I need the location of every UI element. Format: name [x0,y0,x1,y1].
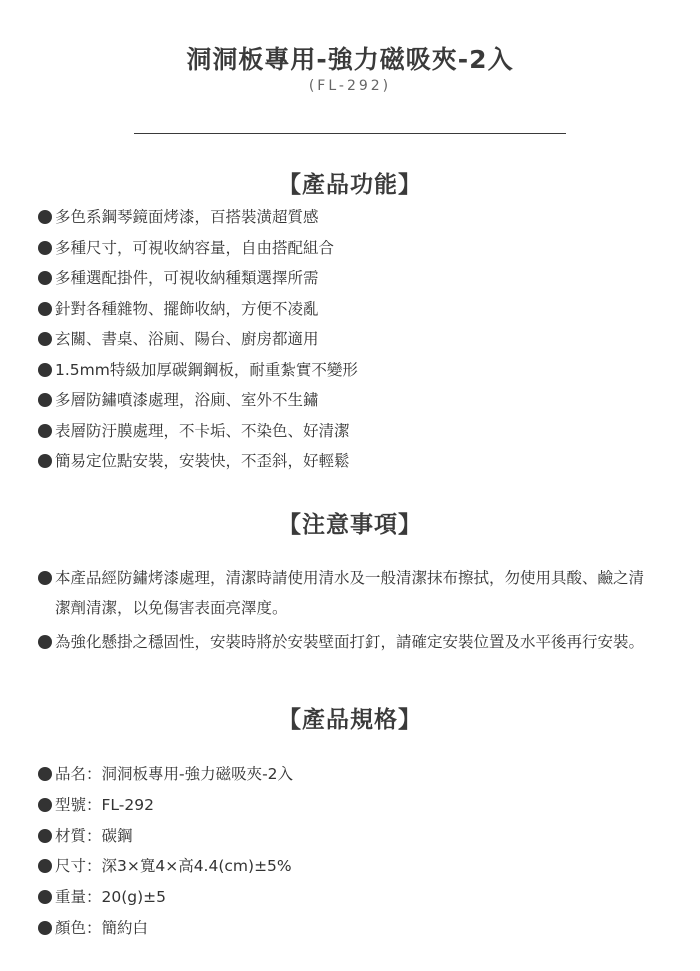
bullet-icon [38,393,52,407]
list-item [38,627,658,657]
bullet-icon [38,635,52,649]
notes-list [38,563,658,661]
note-text: 本產品經防鏽烤漆處理，清潔時請使用清水及一般清潔抹布擦拭，勿使用具酸、鹼之清潔劑清潔，以免傷害表面亮澤度。 [55,569,645,617]
bullet-icon [38,241,52,255]
feature-text: 多種選配掛件，可視收納種類選擇所需 [55,269,319,287]
list-item [38,855,658,886]
bullet-icon [38,798,52,812]
features-list [38,206,658,481]
list-item [38,450,658,481]
list-item [38,206,658,237]
spec-text: 顏色：簡約白 [55,918,149,937]
bullet-icon [38,829,52,843]
product-title: 洞洞板專用-強力磁吸夾-2入 [186,45,514,74]
bullet-icon [38,921,52,935]
spec-text: 品名：洞洞板專用-強力磁吸夾-2入 [55,765,294,783]
specs-list [38,763,658,948]
feature-text: 針對各種雜物、擺飾收納，方便不凌亂 [55,299,319,318]
list-item [38,763,658,794]
feature-text: 1.5mm特級加厚碳鋼鋼板，耐重紮實不變形 [55,360,358,379]
bullet-icon [38,424,52,438]
bullet-icon [38,210,52,224]
bullet-icon [38,271,52,285]
note-text: 為強化懸掛之穩固性，安裝時將於安裝壁面打釘，請確定安裝位置及水平後再行安裝。 [55,633,645,651]
list-item [38,267,658,298]
specs-heading: 【產品規格】 [278,707,422,733]
bullet-icon [38,454,52,468]
list-item [38,389,658,420]
notes-heading: 【注意事項】 [278,512,422,538]
feature-text: 玄關、書桌、浴廁、陽台、廚房都適用 [55,330,319,348]
spec-text: 重量：20(g)±5 [55,888,167,907]
title-divider [134,133,566,134]
spec-text: 型號：FL-292 [55,795,154,814]
bullet-icon [38,571,52,585]
bullet-icon [38,363,52,377]
bullet-icon [38,332,52,346]
feature-text: 多種尺寸，可視收納容量，自由搭配組合 [55,238,335,257]
bullet-icon [38,302,52,316]
bullet-icon [38,890,52,904]
list-item [38,825,658,856]
list-item [38,917,658,948]
list-item [38,237,658,268]
feature-text: 多色系鋼琴鏡面烤漆，百搭裝潢超質感 [55,208,319,226]
spec-text: 尺寸：深3×寬4×高4.4(cm)±5% [55,857,292,876]
list-item [38,328,658,359]
feature-text: 表層防汙膜處理，不卡垢、不染色、好清潔 [55,421,350,440]
bullet-icon [38,767,52,781]
feature-text: 簡易定位點安裝，安裝快，不歪斜，好輕鬆 [55,452,350,470]
feature-text: 多層防鏽噴漆處理，浴廁、室外不生鏽 [55,391,319,409]
list-item [38,563,658,623]
list-item [38,298,658,329]
spec-text: 材質：碳鋼 [55,826,133,845]
list-item [38,886,658,917]
product-model-number: (FL-292) [308,78,392,94]
bullet-icon [38,859,52,873]
list-item [38,359,658,390]
list-item [38,794,658,825]
features-heading: 【產品功能】 [278,172,422,198]
list-item [38,420,658,451]
